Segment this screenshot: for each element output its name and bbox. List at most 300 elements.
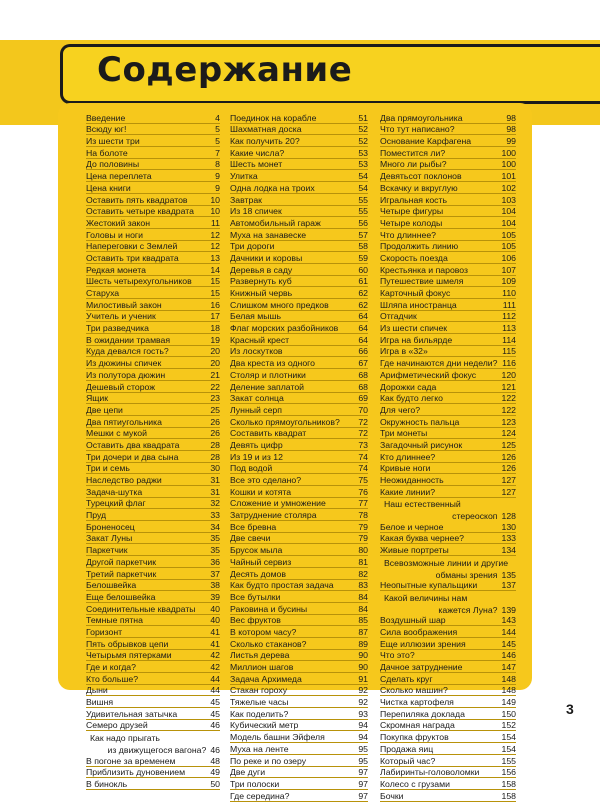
toc-entry-page: 31 [210, 475, 220, 485]
toc-entry [230, 778, 368, 790]
toc-entry [230, 767, 368, 779]
toc-entry-title: Окружность пальца [380, 417, 460, 427]
toc-entry [86, 463, 220, 475]
toc-entry-page: 158 [501, 778, 516, 789]
toc-entry [86, 206, 220, 218]
toc-entry-page: 8 [215, 159, 220, 170]
toc-entry-title: Две дуги [230, 768, 266, 778]
toc-entry-title: Напереговки с Землей [86, 242, 178, 252]
toc-entry [86, 755, 220, 767]
toc-entry [230, 264, 368, 276]
toc-entry-page: 34 [210, 521, 220, 532]
toc-entry-title: В погоне за временем [86, 756, 176, 766]
toc-entry [230, 428, 368, 440]
toc-entry-page: 9 [215, 182, 220, 193]
toc-entry [86, 369, 220, 381]
toc-entry-title: Белое и черное [380, 522, 444, 532]
toc-entry-title: Деревья в саду [230, 265, 293, 275]
toc-entry-title: Удивительная затычка [86, 709, 178, 719]
toc-entry-page: 127 [501, 486, 516, 497]
toc-entry-title: Где середина? [230, 791, 290, 801]
toc-entry-page: 26 [210, 428, 220, 439]
toc-entry [380, 182, 516, 194]
toc-entry-title: Соединительные квадраты [86, 604, 196, 614]
toc-entry [230, 521, 368, 533]
toc-entry-page: 20 [210, 346, 220, 357]
toc-entry-title: Дорожки сада [380, 382, 437, 392]
toc-entry-title: Четырьмя пятерками [86, 651, 172, 661]
toc-entry-page: 154 [501, 743, 516, 754]
toc-entry-title: Книжный червь [230, 289, 293, 298]
toc-entry [380, 206, 516, 218]
toc-entry-title: Девятьсот поклонов [380, 172, 462, 182]
toc-entry-title: Кривые ноги [380, 464, 431, 474]
toc-entry-page: 72 [358, 416, 368, 427]
toc-entry [86, 112, 220, 124]
toc-entry-title: Учитель и ученик [86, 312, 156, 322]
toc-entry-page: 74 [358, 451, 368, 462]
toc-entry-page: 127 [501, 475, 516, 485]
toc-entry-title: Милостивый закон [86, 300, 162, 310]
toc-entry-page: 84 [358, 603, 368, 614]
toc-entry-title: Кошки и котята [230, 487, 292, 497]
toc-entry-title: Неопытные купальщики [380, 581, 478, 591]
toc-entry [86, 720, 220, 732]
toc-entry [380, 416, 516, 428]
toc-entry-title: Кто длиннее? [380, 452, 436, 462]
toc-entry-page: 148 [501, 673, 516, 684]
toc-entry-page: 13 [210, 252, 220, 263]
toc-entry-title: Наследство раджи [86, 476, 162, 485]
toc-entry-page: 70 [358, 404, 368, 415]
toc-entry-title: Цена переплета [86, 172, 152, 182]
toc-entry-title: Игральная кость [380, 195, 447, 205]
toc-entry-page: 78 [358, 510, 368, 521]
toc-entry [380, 451, 516, 463]
toc-entry [230, 311, 368, 323]
toc-entry-title: Оставить четыре квадрата [86, 207, 194, 217]
toc-entry-title: Какие линии? [380, 487, 436, 497]
toc-entry-title: Закат солнца [230, 394, 284, 404]
toc-entry-title: Три и семь [86, 464, 130, 474]
toc-entry [86, 731, 220, 743]
toc-entry [380, 135, 516, 147]
toc-entry-title: Где и когда? [86, 663, 136, 672]
toc-entry [86, 217, 220, 229]
toc-entry-page: 103 [501, 194, 516, 205]
toc-entry-title: Третий паркетчик [86, 569, 157, 579]
toc-entry [230, 229, 368, 241]
toc-entry [230, 135, 368, 147]
toc-entry-title: Слишком много предков [230, 300, 329, 310]
toc-entry [86, 346, 220, 358]
toc-entry-title: Закат Луны [86, 534, 133, 544]
toc-entry-title: Лунный серп [230, 405, 282, 415]
toc-entry-page: 37 [210, 568, 220, 579]
toc-entry-page: 98 [506, 112, 516, 123]
toc-entry-title: Старуха [86, 289, 120, 298]
toc-entry-page: 12 [210, 229, 220, 240]
toc-entry-page: 74 [358, 463, 368, 474]
toc-entry [230, 357, 368, 369]
toc-entry-title: Другой паркетчик [86, 557, 157, 567]
toc-entry-page: 21 [210, 369, 220, 380]
toc-entry-title: Пять обрывков цепи [86, 639, 169, 649]
toc-entry-page: 45 [210, 697, 220, 708]
toc-entry-title: Флаг морских разбойников [230, 324, 339, 334]
toc-entry [86, 568, 220, 580]
toc-entry [86, 696, 220, 708]
toc-entry [230, 626, 368, 638]
toc-entry-page: 152 [501, 720, 516, 731]
toc-entry [86, 743, 220, 755]
toc-entry [380, 124, 516, 136]
toc-entry [380, 603, 516, 615]
toc-entry [230, 790, 368, 802]
toc-entry-title: Белая мышь [230, 312, 281, 322]
toc-entry-title: Шахматная доска [230, 125, 302, 135]
toc-entry-page: 18 [210, 323, 220, 334]
toc-entry-page: 156 [501, 767, 516, 778]
toc-entry-title: Из полутора дюжин [86, 370, 166, 380]
toc-entry-title: Продолжить линию [380, 242, 459, 252]
toc-entry-page: 84 [358, 591, 368, 602]
toc-entry-page: 38 [210, 580, 220, 591]
toc-entry [86, 311, 220, 323]
toc-entry [380, 311, 516, 323]
toc-entry-title: Какая буква чернее? [380, 534, 465, 544]
toc-entry-page: 110 [502, 288, 516, 298]
toc-entry [86, 451, 220, 463]
toc-entry-title: Три дороги [230, 242, 275, 252]
toc-entry-page: 105 [501, 241, 516, 252]
toc-entry [380, 521, 516, 533]
toc-entry-title: Три разведчика [86, 324, 149, 334]
toc-entry-title: Покупка фруктов [380, 733, 449, 743]
toc-entry-title: Дачное затруднение [380, 663, 463, 672]
toc-entry-page: 67 [358, 358, 368, 369]
toc-entry [86, 159, 220, 171]
toc-entry [86, 650, 220, 662]
toc-entry-page: 83 [358, 580, 368, 591]
toc-entry-page: 68 [358, 369, 368, 380]
toc-entry-title: кажется Луна? [438, 605, 498, 615]
toc-entry-title: Девять цифр [230, 440, 283, 450]
toc-entry-title: Три дочери и два сына [86, 452, 179, 462]
toc-entry-page: 93 [358, 708, 368, 719]
toc-entry [230, 568, 368, 580]
toc-entry-title: Много ли рыбы? [380, 160, 447, 170]
toc-entry [86, 708, 220, 720]
toc-entry-page: 104 [501, 206, 516, 217]
toc-entry-page: 149 [501, 697, 516, 708]
toc-entry [380, 381, 516, 393]
toc-entry-page: 66 [358, 346, 368, 357]
toc-entry-title: Воздушный шар [380, 616, 446, 626]
toc-entry-page: 35 [210, 545, 220, 556]
toc-entry [380, 276, 516, 288]
toc-entry-title: Сделать круг [380, 674, 433, 684]
toc-entry [86, 498, 220, 510]
toc-entry-title: Какие числа? [230, 148, 285, 158]
toc-entry-page: 116 [502, 358, 516, 369]
toc-entry-title: Сколько машин? [380, 686, 448, 696]
toc-entry-page: 55 [358, 206, 368, 217]
toc-entry-page: 154 [501, 732, 516, 743]
toc-entry [230, 194, 368, 206]
toc-entry-page: 85 [358, 615, 368, 626]
toc-entry-title: Как будто легко [380, 394, 443, 404]
toc-entry-title: Еще белошвейка [86, 592, 156, 602]
toc-entry-title: Головы и ноги [86, 230, 143, 240]
toc-entry [86, 322, 220, 334]
toc-entry [86, 474, 220, 486]
toc-entry-title: стереоскоп [452, 512, 498, 522]
toc-entry-title: Перепиляка доклада [380, 709, 465, 719]
toc-entry [230, 673, 368, 685]
toc-entry-page: 7 [215, 147, 220, 158]
toc-entry-title: Задача-шутка [86, 487, 143, 497]
toc-entry-title: Сколько стаканов? [230, 639, 307, 649]
toc-entry [230, 638, 368, 650]
toc-entry [230, 720, 368, 732]
toc-entry [380, 696, 516, 708]
toc-entry-title: Десять домов [230, 569, 287, 579]
toc-entry-title: Дачники и коровы [230, 253, 303, 263]
toc-entry-title: Два креста из одного [230, 359, 315, 369]
toc-entry-page: 23 [210, 393, 220, 404]
toc-entry-title: Муха на занавеске [230, 230, 307, 240]
toc-entry [86, 509, 220, 521]
toc-entry [230, 112, 368, 124]
toc-entry-page: 100 [501, 147, 516, 158]
toc-entry-title: Еще иллюзии зрения [380, 639, 466, 649]
toc-entry-page: 130 [501, 521, 516, 532]
toc-entry-title: Ящик [86, 394, 109, 404]
toc-entry-page: 58 [358, 241, 368, 252]
toc-entry-page: 97 [358, 790, 368, 801]
toc-entry-page: 44 [210, 673, 220, 684]
toc-entry [230, 170, 368, 182]
toc-entry-title: В котором часу? [230, 627, 297, 637]
toc-entry [380, 252, 516, 264]
toc-entry-page: 126 [501, 463, 516, 474]
toc-entry-page: 50 [210, 778, 220, 789]
toc-entry [380, 474, 516, 486]
toc-entry-page: 69 [358, 393, 368, 404]
toc-entry-title: Паркетчик [86, 546, 128, 556]
toc-entry-page: 146 [501, 650, 516, 661]
toc-entry [86, 124, 220, 136]
toc-entry-page: 98 [506, 124, 516, 135]
toc-entry [380, 428, 516, 440]
toc-entry-page: 120 [501, 369, 516, 380]
toc-entry [230, 591, 368, 603]
toc-entry-title: Все бутылки [230, 592, 281, 602]
toc-entry [230, 159, 368, 171]
toc-entry [380, 404, 516, 416]
toc-entry [380, 685, 516, 697]
toc-entry [380, 322, 516, 334]
toc-entry [380, 486, 516, 498]
toc-entry [230, 287, 368, 299]
toc-entry-title: Отгадчик [380, 312, 417, 322]
toc-entry-page: 79 [358, 521, 368, 532]
toc-entry-page: 104 [501, 217, 516, 228]
toc-entry-title: Как поделить? [230, 709, 289, 719]
toc-entry [86, 229, 220, 241]
toc-entry-title: Арифметический фокус [380, 370, 477, 380]
toc-entry-page: 48 [210, 755, 220, 766]
toc-entry-page: 112 [502, 311, 516, 322]
toc-entry-page: 31 [210, 486, 220, 497]
toc-entry-page: 144 [501, 626, 516, 637]
toc-entry [380, 264, 516, 276]
toc-entry [86, 299, 220, 311]
toc-entry-title: Кубический метр [230, 721, 299, 731]
toc-entry-title: Темные пятна [86, 616, 143, 626]
toc-entry-title: Тяжелые часы [230, 698, 289, 708]
toc-entry-title: В ожидании трамвая [86, 335, 171, 345]
toc-entry [86, 638, 220, 650]
toc-entry [86, 276, 220, 288]
toc-entry [86, 521, 220, 533]
toc-entry-page: 55 [358, 194, 368, 205]
toc-entry [230, 731, 368, 743]
toc-entry-title: Из 18 спичек [230, 207, 282, 217]
toc-entry-page: 73 [358, 439, 368, 450]
toc-entry-title: По реке и по озеру [230, 756, 307, 766]
toc-entry [380, 170, 516, 182]
toc-entry [230, 451, 368, 463]
toc-entry-page: 30 [210, 463, 220, 474]
toc-entry-page: 75 [358, 475, 368, 485]
toc-entry-page: 135 [501, 569, 516, 580]
toc-entry-page: 101 [501, 171, 516, 182]
toc-entry-page: 25 [210, 404, 220, 415]
toc-entry-title: обманы зрения [435, 570, 498, 580]
toc-entry-page: 16 [210, 299, 220, 310]
toc-entry [230, 463, 368, 475]
toc-entry-title: Улитка [230, 172, 258, 182]
toc-entry-title: Три монеты [380, 429, 428, 439]
toc-entry [230, 217, 368, 229]
toc-entry-page: 95 [358, 755, 368, 766]
toc-entry-title: Сколько прямоугольников? [230, 417, 340, 427]
toc-entry-title: Столяр и плотники [230, 370, 306, 380]
toc-entry-page: 115 [502, 346, 516, 357]
toc-entry-page: 145 [501, 638, 516, 649]
toc-entry-page: 57 [358, 229, 368, 240]
toc-entry-page: 90 [358, 650, 368, 661]
toc-entry-title: Затруднение столяра [230, 511, 317, 521]
toc-entry [86, 580, 220, 592]
toc-entry-title: Наш естественный [384, 500, 461, 510]
toc-entry-page: 36 [210, 556, 220, 567]
toc-entry [230, 393, 368, 405]
toc-entry-page: 15 [210, 276, 220, 287]
toc-entry-page: 77 [358, 498, 368, 509]
toc-entry [380, 767, 516, 779]
toc-entry-title: Четыре фигуры [380, 207, 444, 217]
toc-entry [380, 673, 516, 685]
toc-entry [86, 626, 220, 638]
toc-entry-page: 114 [502, 334, 516, 345]
toc-entry [380, 147, 516, 159]
toc-entry-page: 42 [210, 650, 220, 661]
toc-entry [380, 708, 516, 720]
toc-entry-title: Как надо прыгать [90, 734, 160, 744]
toc-entry-title: Цена книги [86, 183, 131, 193]
toc-entry-page: 15 [210, 288, 220, 298]
toc-entry-title: Из дюжины спичек [86, 359, 162, 369]
toc-entry-page: 41 [210, 626, 220, 637]
toc-entry-title: Неожиданность [380, 476, 444, 485]
toc-entry-page: 62 [358, 288, 368, 298]
toc-entry-page: 56 [358, 217, 368, 228]
toc-entry-page: 33 [210, 510, 220, 521]
toc-entry-page: 91 [358, 673, 368, 684]
toc-entry-title: В бинокль [86, 779, 128, 789]
toc-entry-title: Введение [86, 113, 126, 123]
toc-column-2 [230, 112, 368, 802]
toc-entry [86, 603, 220, 615]
toc-entry-title: Четыре колоды [380, 218, 443, 228]
toc-entry [86, 381, 220, 393]
toc-entry-title: Куда девался гость? [86, 347, 169, 357]
toc-entry [380, 463, 516, 475]
toc-column-1 [86, 112, 220, 790]
toc-entry-page: 53 [358, 147, 368, 158]
page-title: Содержание [97, 50, 353, 90]
toc-entry-page: 54 [358, 171, 368, 182]
toc-entry [380, 650, 516, 662]
toc-entry-page: 113 [502, 323, 516, 334]
toc-entry [380, 591, 516, 603]
toc-entry-page: 22 [210, 381, 220, 392]
toc-entry-page: 10 [210, 206, 220, 217]
toc-entry-page: 102 [501, 182, 516, 193]
toc-entry-title: Турецкий флаг [86, 499, 146, 509]
toc-entry-page: 51 [358, 112, 368, 123]
toc-entry-title: Всевозможные линии и другие [384, 558, 509, 568]
toc-entry [380, 544, 516, 556]
toc-entry-page: 150 [501, 708, 516, 719]
toc-entry-page: 62 [358, 299, 368, 310]
toc-entry-title: Крестьянка и паровоз [380, 265, 469, 275]
toc-entry-title: Из лоскутков [230, 347, 283, 357]
toc-entry [86, 416, 220, 428]
toc-entry-page: 158 [501, 790, 516, 801]
toc-entry-page: 59 [358, 252, 368, 263]
toc-entry [86, 170, 220, 182]
toc-entry-page: 46 [210, 720, 220, 731]
toc-entry-title: Для чего? [380, 405, 421, 415]
toc-entry-page: 126 [501, 451, 516, 462]
toc-entry-title: Что это? [380, 651, 415, 661]
toc-entry [230, 580, 368, 592]
toc-entry-page: 32 [210, 498, 220, 509]
toc-entry [380, 299, 516, 311]
toc-entry-page: 10 [210, 194, 220, 205]
toc-entry-page: 148 [501, 685, 516, 696]
toc-entry-title: Шесть четырехугольников [86, 277, 192, 287]
toc-entry-title: Как будто простая задача [230, 581, 334, 591]
title-box [60, 44, 600, 104]
toc-entry-page: 105 [501, 229, 516, 240]
toc-entry [380, 217, 516, 229]
toc-entry-page: 17 [210, 311, 220, 322]
